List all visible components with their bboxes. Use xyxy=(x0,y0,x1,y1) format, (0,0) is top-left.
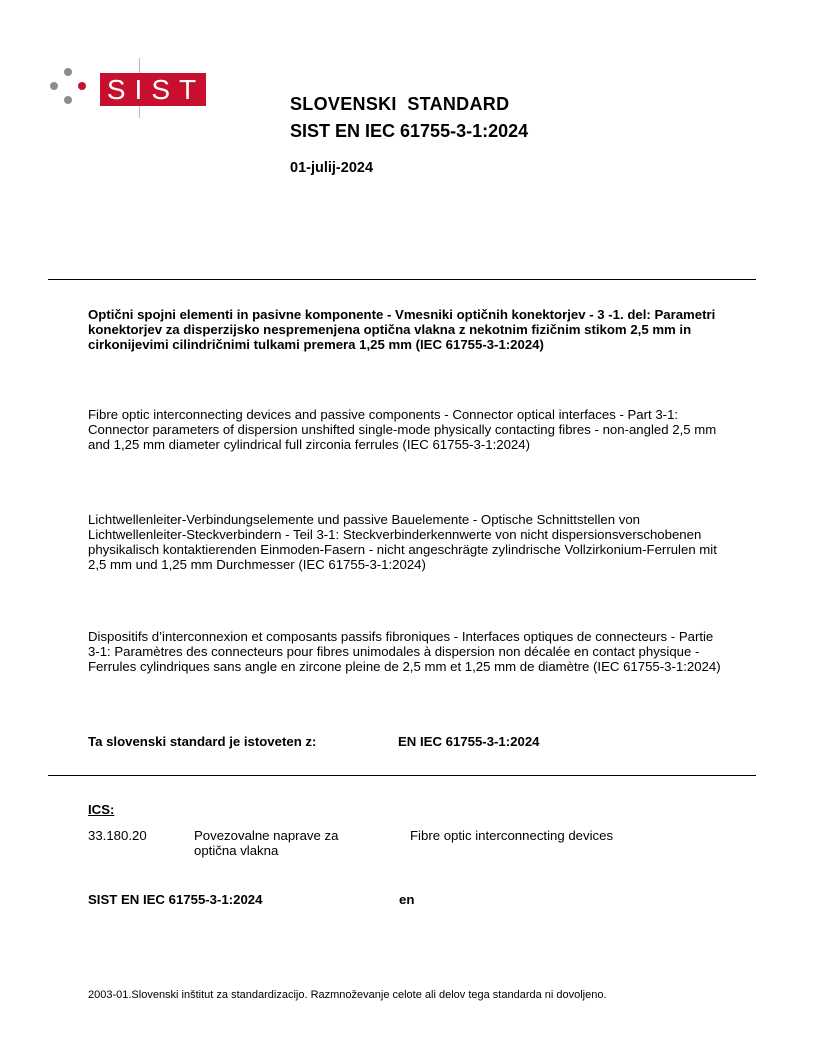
ics-code: 33.180.20 xyxy=(88,828,147,843)
identical-value: EN IEC 61755-3-1:2024 xyxy=(398,734,540,749)
standard-label: SLOVENSKI STANDARD xyxy=(290,94,510,114)
bottom-divider xyxy=(48,775,756,776)
title-german: Lichtwellenleiter-Verbindungselemente und passive Bauelemente - Optische Schnittstellen von Lichtwellenleiter-Steckverbindern - Teil 3-1: Steckverbinderkennwerte von nicht dispersionsverschobenen physikalisch kontaktierenden Einmoden-Fasern - nicht angeschrägte zylindrische Vollzirkonium-Ferrulen mit 2,5 mm und 1,25 mm Durchmesser (IEC 61755-3-1:2024) xyxy=(88,512,717,572)
sist-logo: SIST xyxy=(100,73,206,106)
identical-label: Ta slovenski standard je istoveten z: xyxy=(88,734,317,749)
language-code: en xyxy=(399,892,415,907)
standard-code: SIST EN IEC 61755-3-1:2024 xyxy=(290,121,529,141)
ics-description-sl: Povezovalne naprave za optična vlakna xyxy=(194,828,339,858)
bottom-standard-code: SIST EN IEC 61755-3-1:2024 xyxy=(88,892,263,907)
logo-dot xyxy=(78,82,86,90)
ics-label: ICS: xyxy=(88,802,115,817)
title-english: Fibre optic interconnecting devices and passive components - Connector optical interfaces - Part 3-1: Connector parameters of dispersion unshifted single-mode physically contacting fibres - non-angled 2,5 mm and 1,25 mm diameter cylindrical full zirconia ferrules (IEC 61755-3-1:2024) xyxy=(88,407,717,452)
title-slovenian: Optični spojni elementi in pasivne komponente - Vmesniki optičnih konektorjev - 3 -1. del: Parametri konektorjev za disperzijsko nespremenjena optična vlakna z nekotnim fizičnim stikom 2,5 mm in cirkonijevimi cilindričnimi tulkami premera 1,25 mm (IEC 61755-3-1:2024) xyxy=(88,307,716,352)
logo-dot xyxy=(64,68,72,76)
logo-dot xyxy=(64,96,72,104)
standard-date: 01-julij-2024 xyxy=(290,160,374,176)
logo-dots-icon xyxy=(48,66,92,110)
ics-description-en: Fibre optic interconnecting devices xyxy=(410,828,614,843)
top-divider xyxy=(48,279,756,280)
logo-dot xyxy=(50,82,58,90)
title-french: Dispositifs d’interconnexion et composants passifs fibroniques - Interfaces optiques de connecteurs - Partie 3-1: Paramètres des connecteurs pour fibres unimodales à dispersion non décalée en contact physique - Ferrules cylindriques sans angle en zircone pleine de 2,5 mm et 1,25 mm de diamètre (IEC 61755-3-1:2024) xyxy=(88,629,721,674)
copyright-notice: 2003-01.Slovenski inštitut za standardizacijo. Razmnoževanje celote ali delov tega standarda ni dovoljeno. xyxy=(88,989,607,1001)
